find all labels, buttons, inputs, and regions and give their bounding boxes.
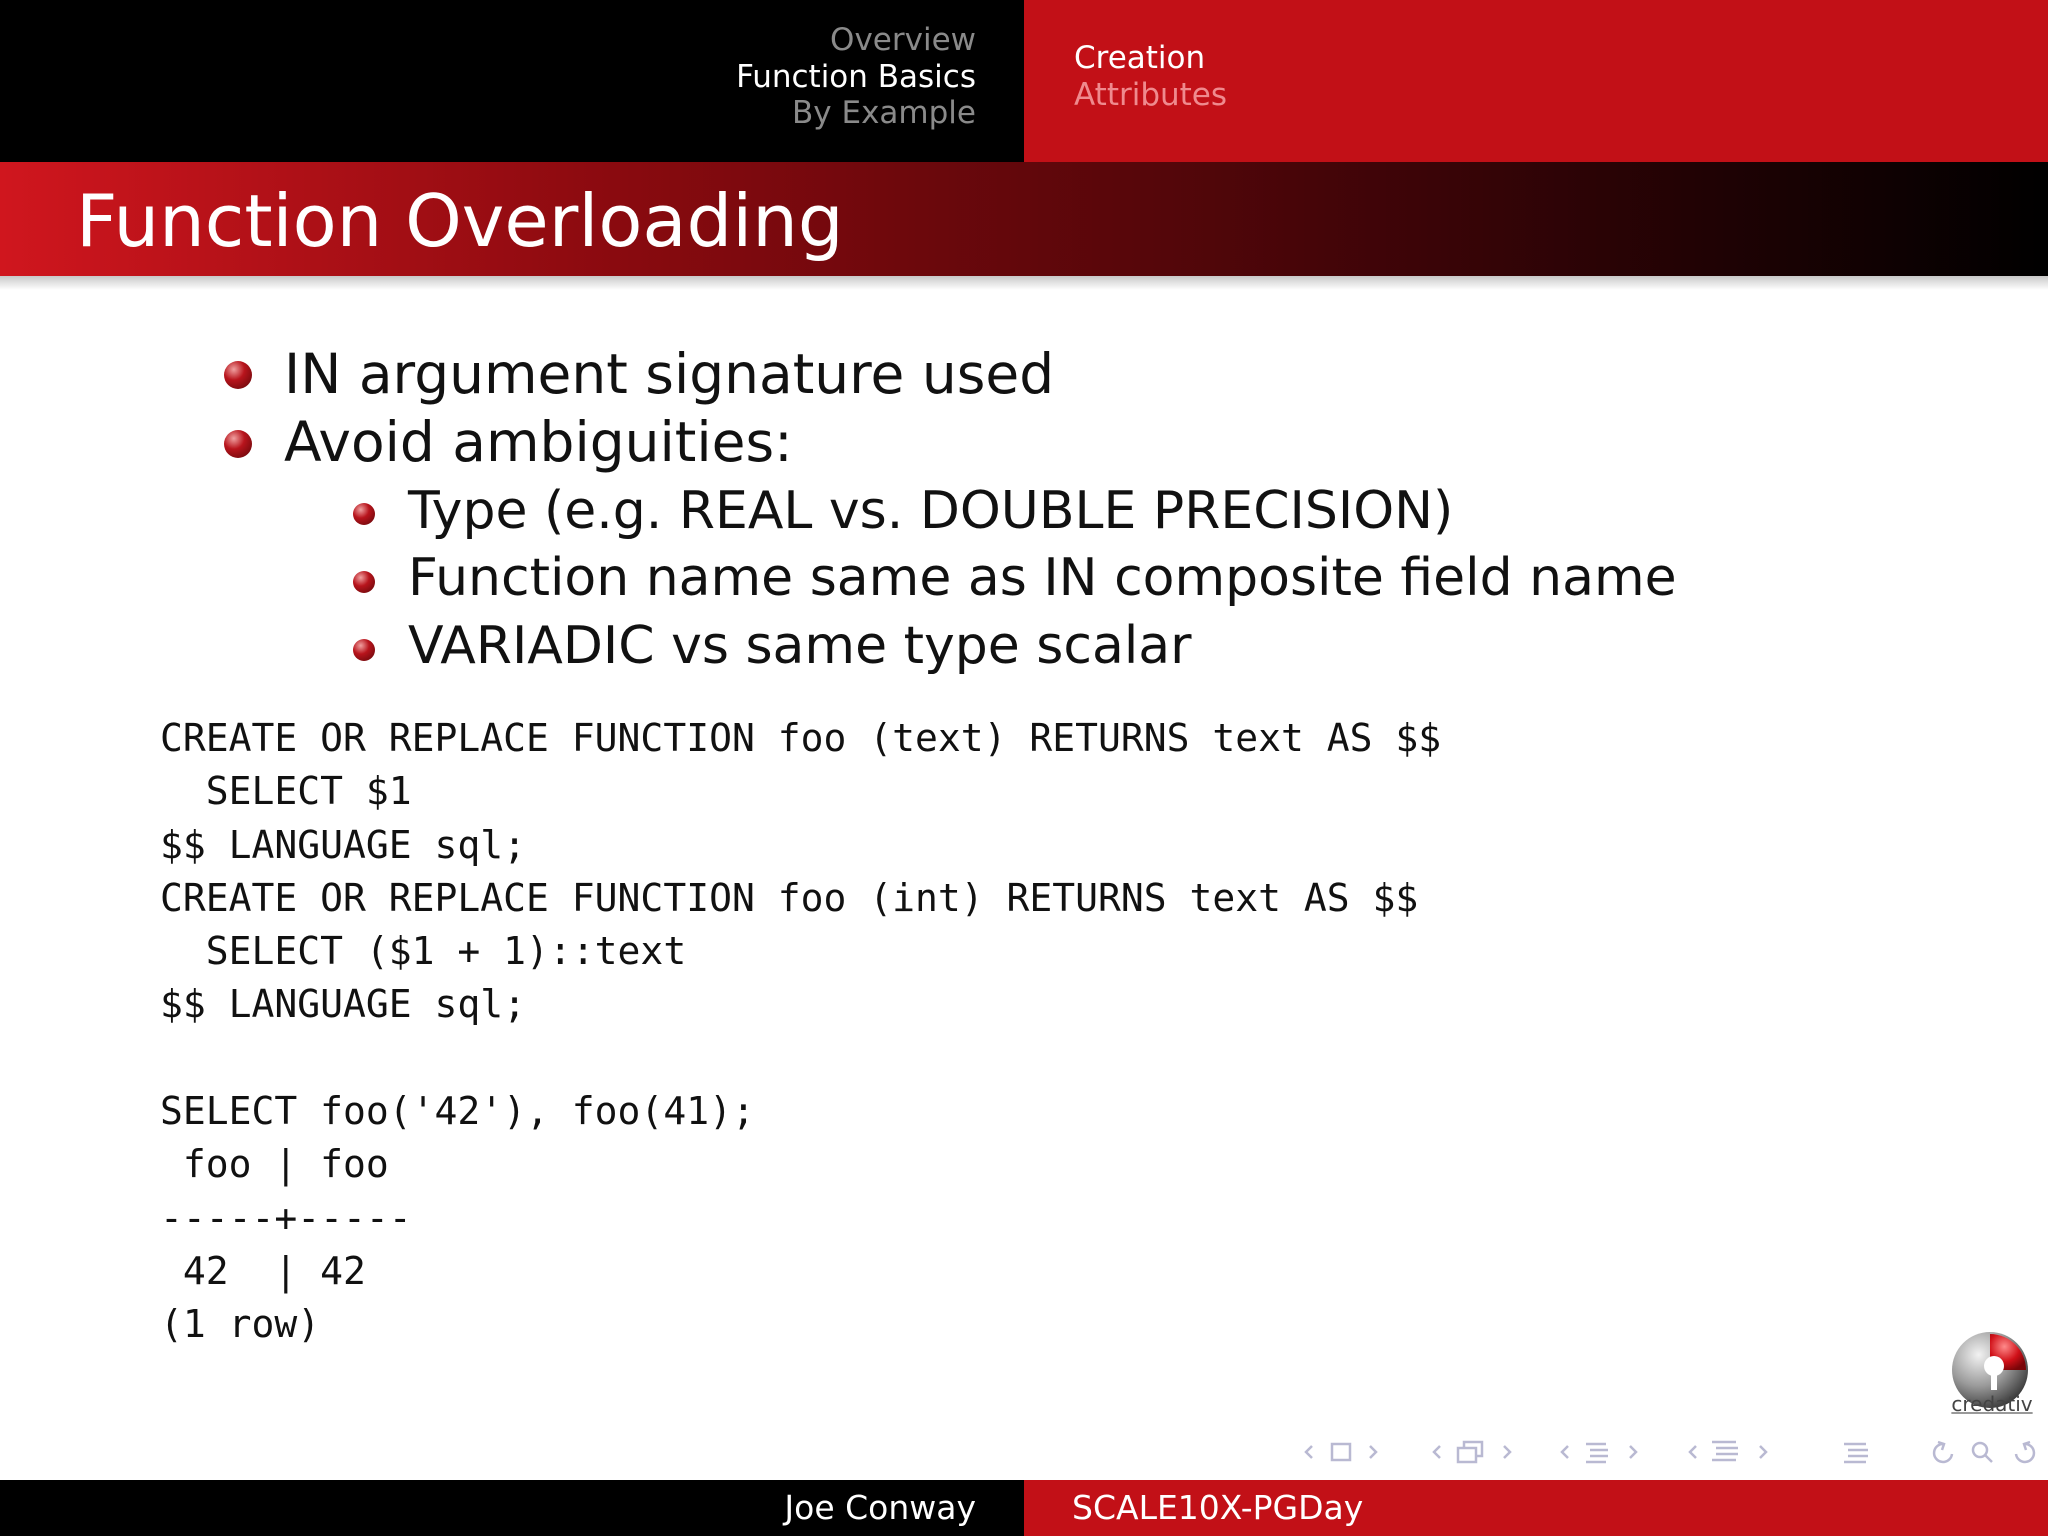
sub-bullet-ball-icon xyxy=(353,571,375,593)
nav-subsection-attributes[interactable]: Attributes xyxy=(1074,76,1228,113)
bullet-ball-icon xyxy=(224,430,252,458)
sub-bullet-ball-icon xyxy=(353,503,375,525)
footer-event-panel xyxy=(1024,1480,2048,1536)
title-bar-shadow xyxy=(0,276,2048,290)
frame-nav-icon[interactable] xyxy=(1300,1432,1400,1472)
section-nav-icon[interactable] xyxy=(1556,1432,1656,1472)
header-sections-panel xyxy=(0,0,1024,162)
subsection-nav-list xyxy=(1074,40,1227,113)
header-subsections-panel xyxy=(1024,0,2048,162)
appendix-nav-icon[interactable] xyxy=(1684,1432,1784,1472)
section-nav-list xyxy=(736,22,976,132)
logo-wordmark: credativ xyxy=(1951,1392,2033,1416)
sql-code-block: CREATE OR REPLACE FUNCTION foo (text) RETURNS text AS $$ SELECT $1 $$ LANGUAGE sql; CREATE OR REPLACE FUNCTION foo (int) RETURNS text AS $$ SELECT ($1 + 1)::text $$ LANGUAGE sql; SELECT foo('42'), foo(41); foo | foo -----+----- 42 | 42 (1 row) xyxy=(160,716,1442,1347)
nav-subsection-creation[interactable]: Creation xyxy=(1074,40,1206,76)
sub-bullet-item: VARIADIC vs same type scalar xyxy=(408,616,1192,676)
sub-bullet-item: Function name same as IN composite field name xyxy=(408,548,1677,608)
sub-bullet-ball-icon xyxy=(353,639,375,661)
nav-section-function-basics[interactable]: Function Basics xyxy=(736,58,976,95)
subsection-nav-icon[interactable] xyxy=(1428,1432,1528,1472)
footer-author-panel xyxy=(0,1480,1024,1536)
frame-title: Function Overloading xyxy=(76,179,844,263)
nav-section-by-example[interactable]: By Example xyxy=(792,95,976,131)
footer-event: SCALE10X-PGDay xyxy=(1072,1488,1364,1527)
search-icon[interactable] xyxy=(1924,1432,2048,1472)
bullet-item: IN argument signature used xyxy=(284,342,1055,406)
footer-author: Joe Conway xyxy=(784,1488,976,1527)
nav-section-overview[interactable]: Overview xyxy=(830,22,976,58)
toc-nav-icon[interactable] xyxy=(1836,1432,1876,1472)
sub-bullet-item: Type (e.g. REAL vs. DOUBLE PRECISION) xyxy=(408,481,1454,541)
bullet-item: Avoid ambiguities: xyxy=(284,410,793,474)
bullet-ball-icon xyxy=(224,361,252,389)
